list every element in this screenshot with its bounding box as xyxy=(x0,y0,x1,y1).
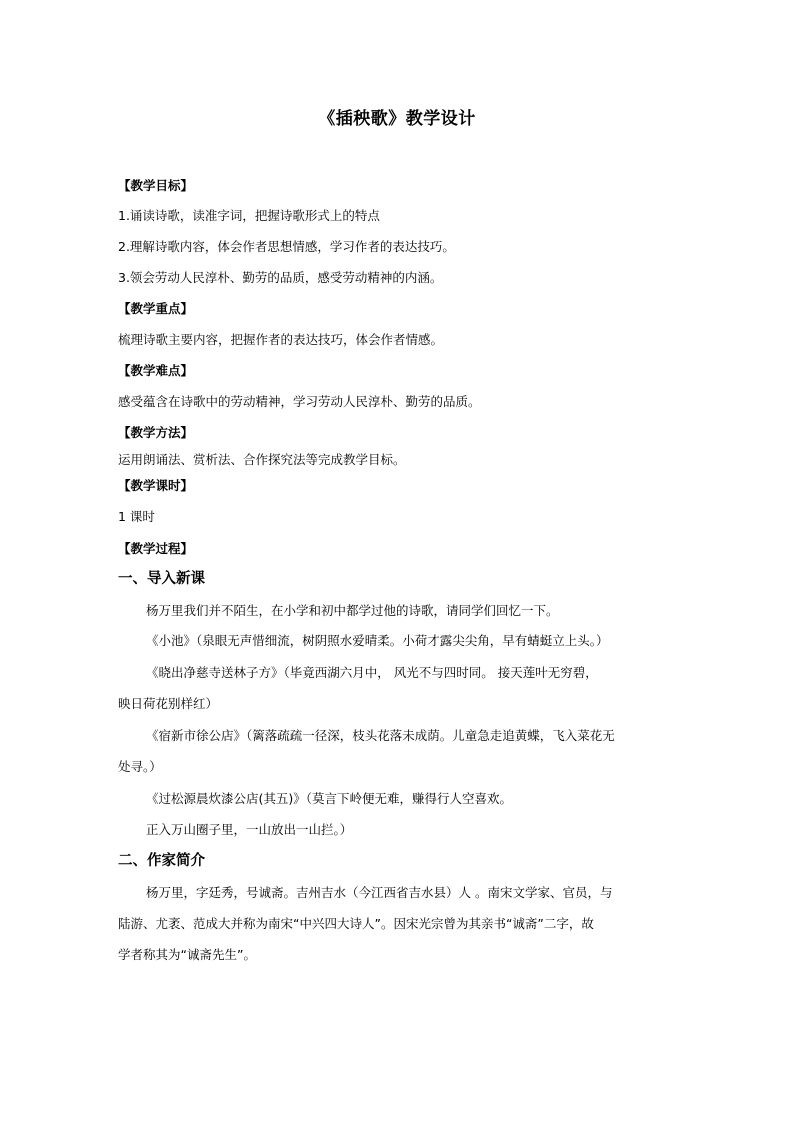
section-line: 《过松源晨炊漆公店(其五)》（莫言下岭便无难，赚得行人空喜欢。 xyxy=(146,791,513,806)
method-heading: 【教学方法】 xyxy=(118,425,194,440)
key-text: 梳理诗歌主要内容，把握作者的表达技巧，体会作者情感。 xyxy=(118,332,444,347)
hours-heading: 【教学课时】 xyxy=(118,478,194,493)
goal-item: 3.领会劳动人民淳朴、勤劳的品质，感受劳动精神的内涵。 xyxy=(118,270,443,285)
document-title: 《插秧歌》教学设计 xyxy=(318,109,476,129)
section-heading: 二、作家简介 xyxy=(118,853,205,869)
section-line: 《晓出净慈寺送林子方》（毕竟西湖六月中， 风光不与四时同。 接天莲叶无穷碧， xyxy=(146,665,598,680)
hours-text: 1 课时 xyxy=(118,509,155,524)
section-line: 学者称其为“诚斋先生”。 xyxy=(118,947,256,962)
section-line: 《宿新市徐公店》（篱落疏疏一径深，枝头花落未成荫。儿童急走追黄蝶，飞入菜花无 xyxy=(146,728,615,743)
section-line: 映日荷花别样红） xyxy=(118,696,219,711)
section-heading: 一、导入新课 xyxy=(118,571,205,587)
method-text: 运用朗诵法、赏析法、合作探究法等完成教学目标。 xyxy=(118,452,406,467)
section-line: 正入万山圈子里，一山放出一山拦。） xyxy=(146,822,353,837)
section-line: 陆游、尤袤、范成大并称为南宋“中兴四大诗人”。因宋光宗曾为其亲书“诚斋”二字，故 xyxy=(118,916,594,931)
goal-item: 2.理解诗歌内容，体会作者思想情感，学习作者的表达技巧。 xyxy=(118,239,455,254)
section-line: 杨万里，字廷秀，号诚斋。吉州吉水（今江西省吉水县）人 。南宋文学家、官员，与 xyxy=(146,885,613,900)
section-line: 处寻。） xyxy=(118,759,162,774)
process-heading: 【教学过程】 xyxy=(118,541,194,556)
goals-heading: 【教学目标】 xyxy=(118,178,194,193)
section-line: 《小池》（泉眼无声惜细流，树阴照水爱晴柔。小荷才露尖尖角，早有蜻蜓立上头。） xyxy=(146,633,609,648)
section-line: 杨万里我们并不陌生，在小学和初中都学过他的诗歌，请同学们回忆一下。 xyxy=(146,603,559,618)
difficulty-heading: 【教学难点】 xyxy=(118,363,194,378)
key-heading: 【教学重点】 xyxy=(118,301,194,316)
difficulty-text: 感受蕴含在诗歌中的劳动精神，学习劳动人民淳朴、勤劳的品质。 xyxy=(118,394,481,409)
goal-item: 1.诵读诗歌，读准字词，把握诗歌形式上的特点 xyxy=(118,208,380,223)
